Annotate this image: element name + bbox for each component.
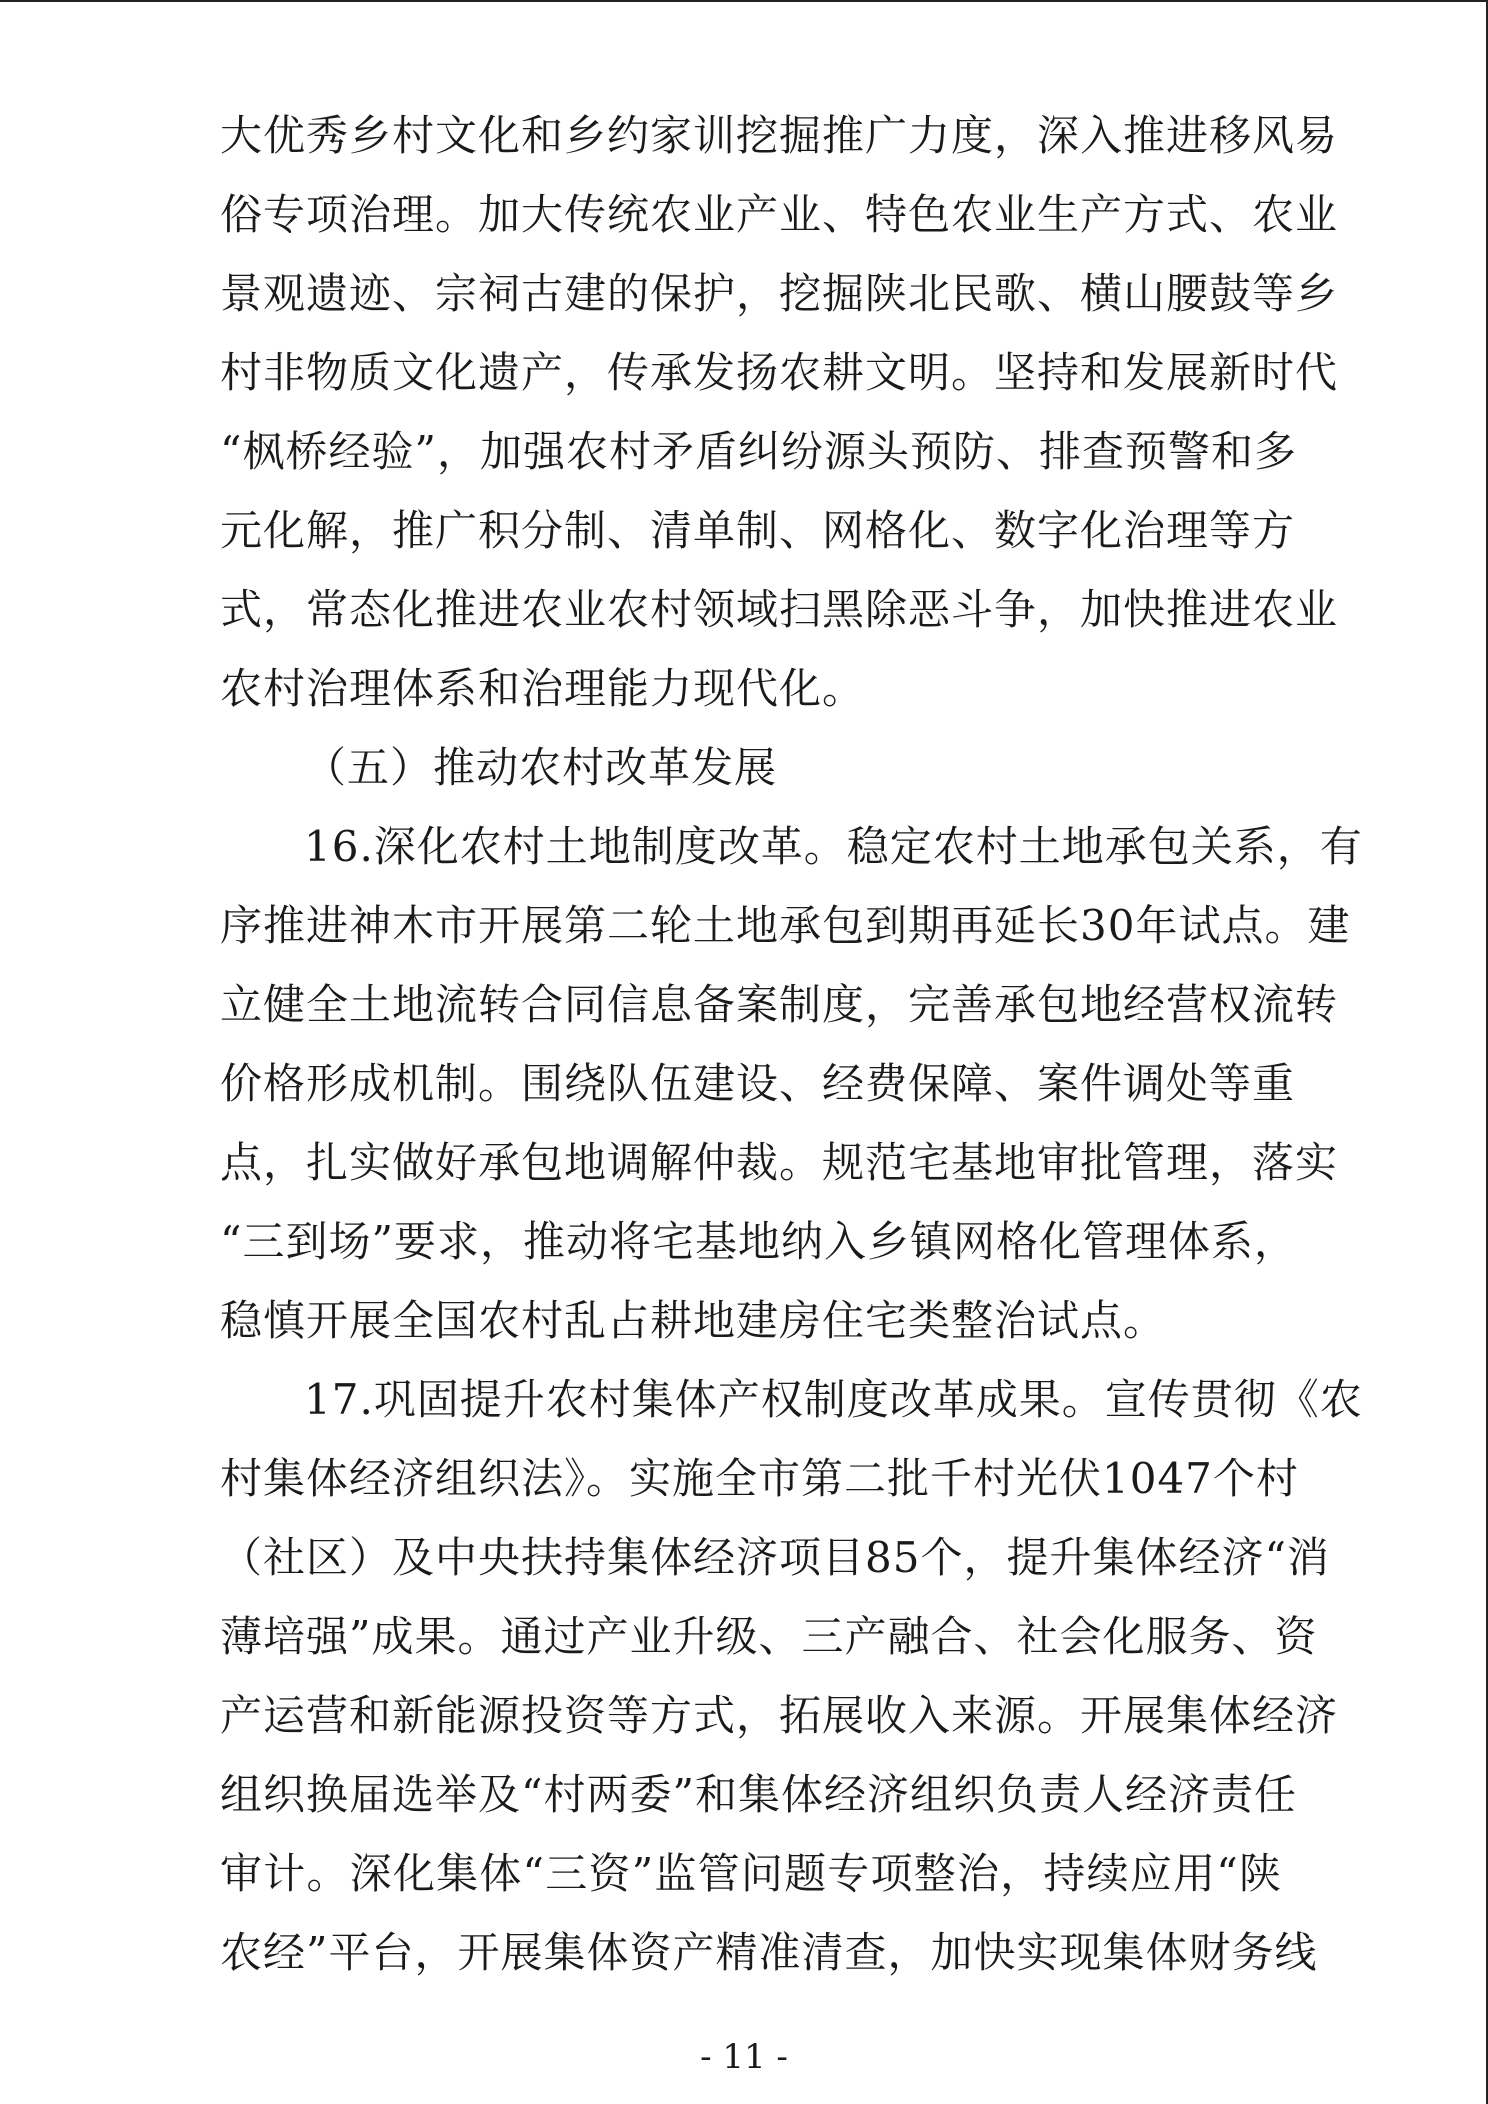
text-line: 组织换届选举及“村两委”和集体经济组织负责人经济责任	[220, 1770, 1297, 1819]
text-line: 产运营和新能源投资等方式，拓展收入来源。开展集体经济	[220, 1691, 1339, 1740]
text-line: 16.深化农村土地制度改革。稳定农村土地承包关系，有	[304, 822, 1363, 871]
text-line: 价格形成机制。围绕队伍建设、经费保障、案件调处等重	[220, 1059, 1296, 1108]
text-line: 点，扎实做好承包地调解仲裁。规范宅基地审批管理，落实	[220, 1138, 1339, 1187]
text-line: 元化解，推广积分制、清单制、网格化、数字化治理等方	[220, 506, 1296, 555]
section-heading-text: （五）推动农村改革发展	[304, 743, 778, 792]
text-line: 稳慎开展全国农村乱占耕地建房住宅类整治试点。	[220, 1296, 1167, 1345]
text-line: 17.巩固提升农村集体产权制度改革成果。宣传贯彻《农	[304, 1375, 1363, 1424]
text-line: 景观遗迹、宗祠古建的保护，挖掘陕北民歌、横山腰鼓等乡	[220, 269, 1339, 318]
text-line: 村非物质文化遗产，传承发扬农耕文明。坚持和发展新时代	[220, 348, 1339, 397]
text-line: 村集体经济组织法》。实施全市第二批千村光伏1047个村	[220, 1454, 1299, 1503]
text-line: （社区）及中央扶持集体经济项目85个，提升集体经济“消	[220, 1533, 1330, 1582]
text-line: 立健全土地流转合同信息备案制度，完善承包地经营权流转	[220, 980, 1339, 1029]
text-line: “三到场”要求，推动将宅基地纳入乡镇网格化管理体系，	[220, 1217, 1297, 1266]
document-body	[220, 96, 1363, 1992]
page-number: - 11 -	[700, 2037, 788, 2077]
paragraph-item-16	[220, 807, 1363, 1360]
page-border-top	[0, 0, 1488, 2]
text-line: 式，常态化推进农业农村领域扫黑除恶斗争，加快推进农业	[220, 585, 1339, 634]
text-line: 农经”平台，开展集体资产精准清查，加快实现集体财务线	[220, 1928, 1318, 1977]
paragraph-continuation	[220, 96, 1339, 728]
text-line: 农村治理体系和治理能力现代化。	[220, 664, 866, 713]
text-line: 俗专项治理。加大传统农业产业、特色农业生产方式、农业	[220, 190, 1339, 239]
text-line: 审计。深化集体“三资”监管问题专项整治，持续应用“陕	[220, 1849, 1282, 1898]
section-heading	[220, 728, 1282, 807]
text-line: 薄培强”成果。通过产业升级、三产融合、社会化服务、资	[220, 1612, 1318, 1661]
text-line: 序推进神木市开展第二轮土地承包到期再延长30年试点。建	[220, 901, 1351, 950]
text-line: “枫桥经验”，加强农村矛盾纠纷源头预防、排查预警和多	[220, 427, 1297, 476]
text-line: 大优秀乡村文化和乡约家训挖掘推广力度，深入推进移风易	[220, 111, 1339, 160]
paragraph-item-17	[220, 1360, 1363, 1992]
